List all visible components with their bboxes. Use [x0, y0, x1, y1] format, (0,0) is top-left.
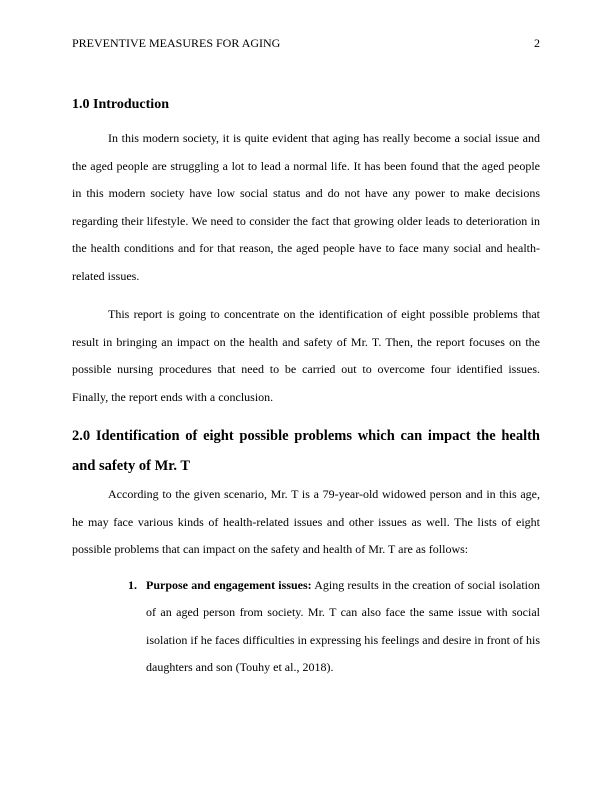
- list-item-number: 1.: [128, 577, 137, 592]
- problems-paragraph: According to the given scenario, Mr. T is a 79-year-old widowed person and in this age, he may face various kinds of health-related issues and other issues as well. The lists of eight possible problems that can impact on the safety and health of Mr. T are as follows:: [72, 487, 540, 556]
- page-number: 2: [534, 36, 540, 50]
- section-heading-introduction: 1.0 Introduction: [72, 97, 169, 112]
- document-body: [72, 95, 540, 682]
- problems-list: [72, 572, 540, 682]
- section-heading-problems: 2.0 Identification of eight possible problems which can impact the health and safety of Mr. T: [72, 428, 540, 474]
- list-item-lead: Purpose and engagement issues:: [146, 577, 312, 592]
- running-header: [72, 36, 540, 51]
- running-title: PREVENTIVE MEASURES FOR AGING: [72, 36, 281, 50]
- list-item: [72, 572, 540, 682]
- list-item-text: Aging results in the creation of social isolation of an aged person from society. Mr. T can also face the same issue with social isolation if he faces difficulties in expressing his feelings and desire in front of his daughters and son (Touhy et al., 2018).: [146, 577, 540, 674]
- intro-paragraph-1: In this modern society, it is quite evident that aging has really become a social issue and the aged people are struggling a lot to lead a normal life. It has been found that the aged people in this modern society have low social status and do not have any power to make decisions regarding their lifestyle. We need to consider the fact that growing older leads to deterioration in the health conditions and for that reason, the aged people have to face many social and health-related issues.: [72, 131, 540, 283]
- intro-paragraph-2: This report is going to concentrate on the identification of eight possible problems that result in bringing an impact on the health and safety of Mr. T. Then, the report focuses on the possible nursing procedures that need to be carried out to overcome four identified issues. Finally, the report ends with a conclusion.: [72, 307, 540, 404]
